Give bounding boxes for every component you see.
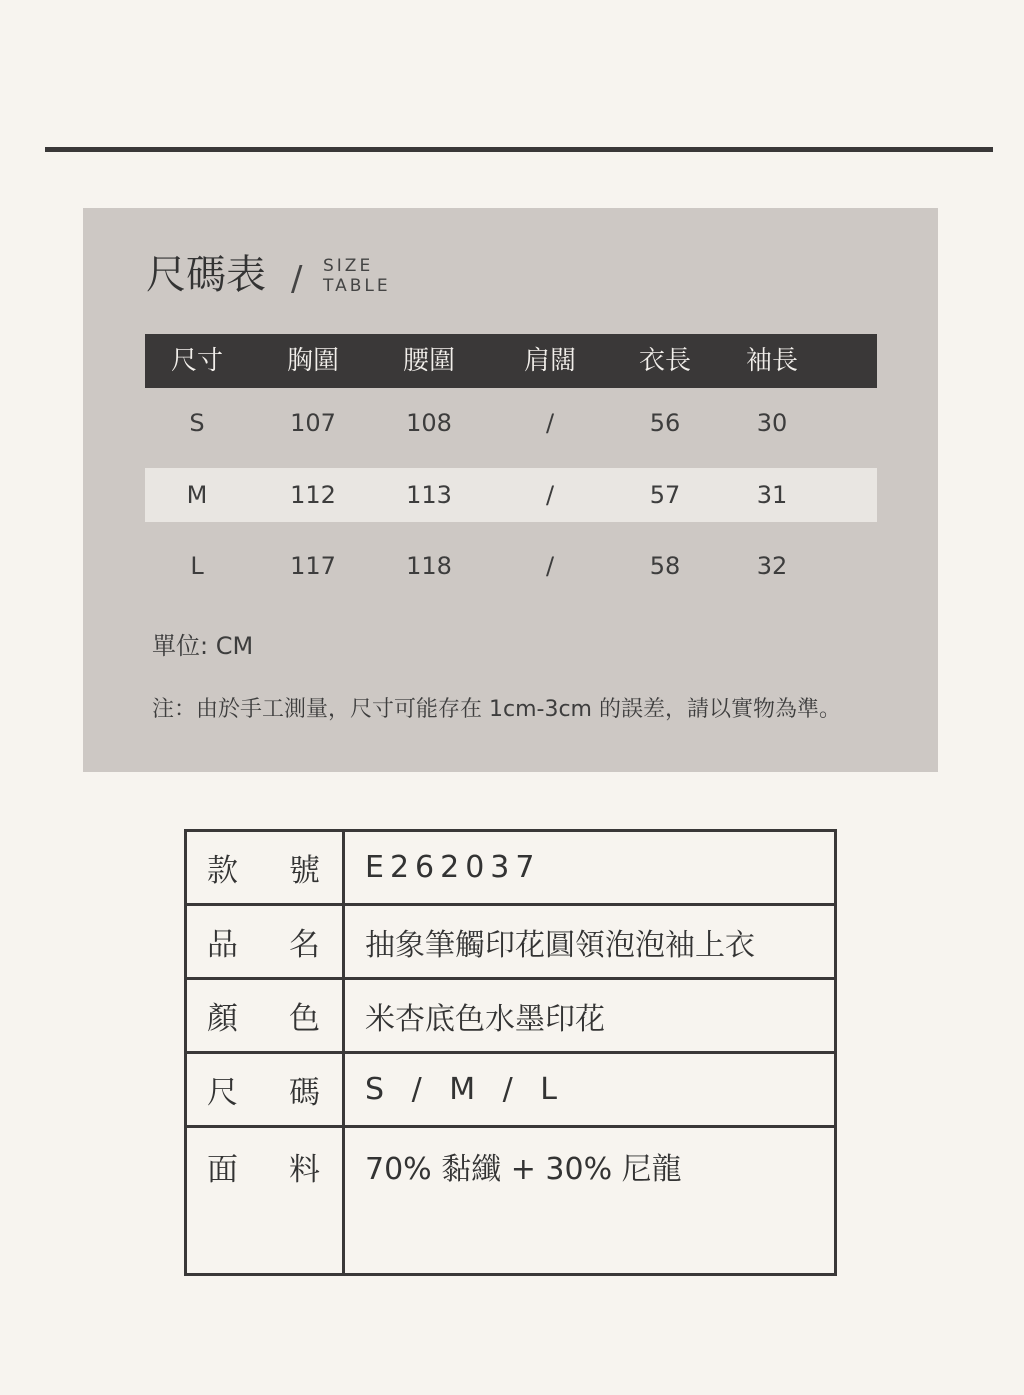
product-sizes: S / M / L bbox=[365, 1072, 561, 1107]
spec-label bbox=[187, 832, 345, 903]
spec-row-fabric bbox=[187, 1128, 834, 1273]
header-length: 衣長 bbox=[638, 346, 692, 376]
table-row bbox=[145, 531, 877, 602]
label-char: 料 bbox=[289, 1152, 320, 1188]
label-char: 面 bbox=[207, 1152, 238, 1188]
header-sleeve: 袖長 bbox=[745, 346, 799, 376]
product-info-table bbox=[184, 829, 837, 1276]
table-row bbox=[145, 468, 877, 522]
title-english bbox=[323, 256, 391, 296]
cell-waist: 113 bbox=[406, 481, 452, 509]
label-char: 號 bbox=[289, 853, 320, 889]
title-en-line2: TABLE bbox=[323, 276, 391, 296]
product-color: 米杏底色水墨印花 bbox=[365, 1001, 605, 1037]
label-char: 色 bbox=[289, 1001, 320, 1037]
table-row bbox=[145, 388, 877, 459]
cell-shoulder: / bbox=[545, 481, 555, 509]
top-divider bbox=[45, 147, 993, 152]
cell-size: S bbox=[189, 409, 205, 437]
cell-sleeve: 30 bbox=[756, 409, 788, 437]
cell-shoulder: / bbox=[545, 409, 555, 437]
product-fabric: 70% 黏纖 + 30% 尼龍 bbox=[365, 1152, 682, 1187]
cell-size: L bbox=[190, 552, 204, 580]
spec-row-sizes bbox=[187, 1054, 834, 1128]
measurement-disclaimer: 注：由於手工測量，尺寸可能存在 1cm-3cm 的誤差，請以實物為準。 bbox=[152, 697, 841, 722]
title-en-line1: SIZE bbox=[323, 256, 374, 276]
spec-label bbox=[187, 980, 345, 1051]
table-header bbox=[145, 334, 877, 388]
spec-row-code bbox=[187, 832, 834, 906]
cell-waist: 108 bbox=[406, 409, 452, 437]
header-chest: 胸圍 bbox=[286, 346, 340, 376]
cell-length: 58 bbox=[649, 552, 681, 580]
cell-sleeve: 31 bbox=[756, 481, 788, 509]
header-waist: 腰圍 bbox=[402, 346, 456, 376]
size-table bbox=[145, 334, 877, 602]
cell-chest: 117 bbox=[290, 552, 336, 580]
header-shoulder: 肩闊 bbox=[523, 346, 577, 376]
spec-row-color bbox=[187, 980, 834, 1054]
cell-sleeve: 32 bbox=[756, 552, 788, 580]
title-slash: / bbox=[291, 259, 303, 299]
label-char: 尺 bbox=[207, 1075, 238, 1111]
cell-chest: 107 bbox=[290, 409, 336, 437]
label-char: 顏 bbox=[207, 1001, 238, 1037]
product-code: E262037 bbox=[365, 850, 541, 885]
cell-length: 57 bbox=[649, 481, 681, 509]
product-name: 抽象筆觸印花圓領泡泡袖上衣 bbox=[365, 927, 755, 963]
cell-size: M bbox=[186, 481, 208, 509]
label-char: 品 bbox=[207, 927, 238, 963]
cell-chest: 112 bbox=[290, 481, 336, 509]
spec-label bbox=[187, 1128, 345, 1273]
label-char: 碼 bbox=[289, 1075, 320, 1111]
unit-note: 單位: CM bbox=[152, 632, 254, 660]
title-main: 尺碼表 bbox=[146, 252, 266, 298]
label-char: 名 bbox=[289, 927, 320, 963]
header-size: 尺寸 bbox=[170, 346, 224, 376]
cell-shoulder: / bbox=[545, 552, 555, 580]
cell-waist: 118 bbox=[406, 552, 452, 580]
size-chart-panel bbox=[83, 208, 938, 772]
spec-row-name bbox=[187, 906, 834, 980]
spec-label bbox=[187, 1054, 345, 1125]
spec-label bbox=[187, 906, 345, 977]
cell-length: 56 bbox=[649, 409, 681, 437]
label-char: 款 bbox=[207, 853, 238, 889]
